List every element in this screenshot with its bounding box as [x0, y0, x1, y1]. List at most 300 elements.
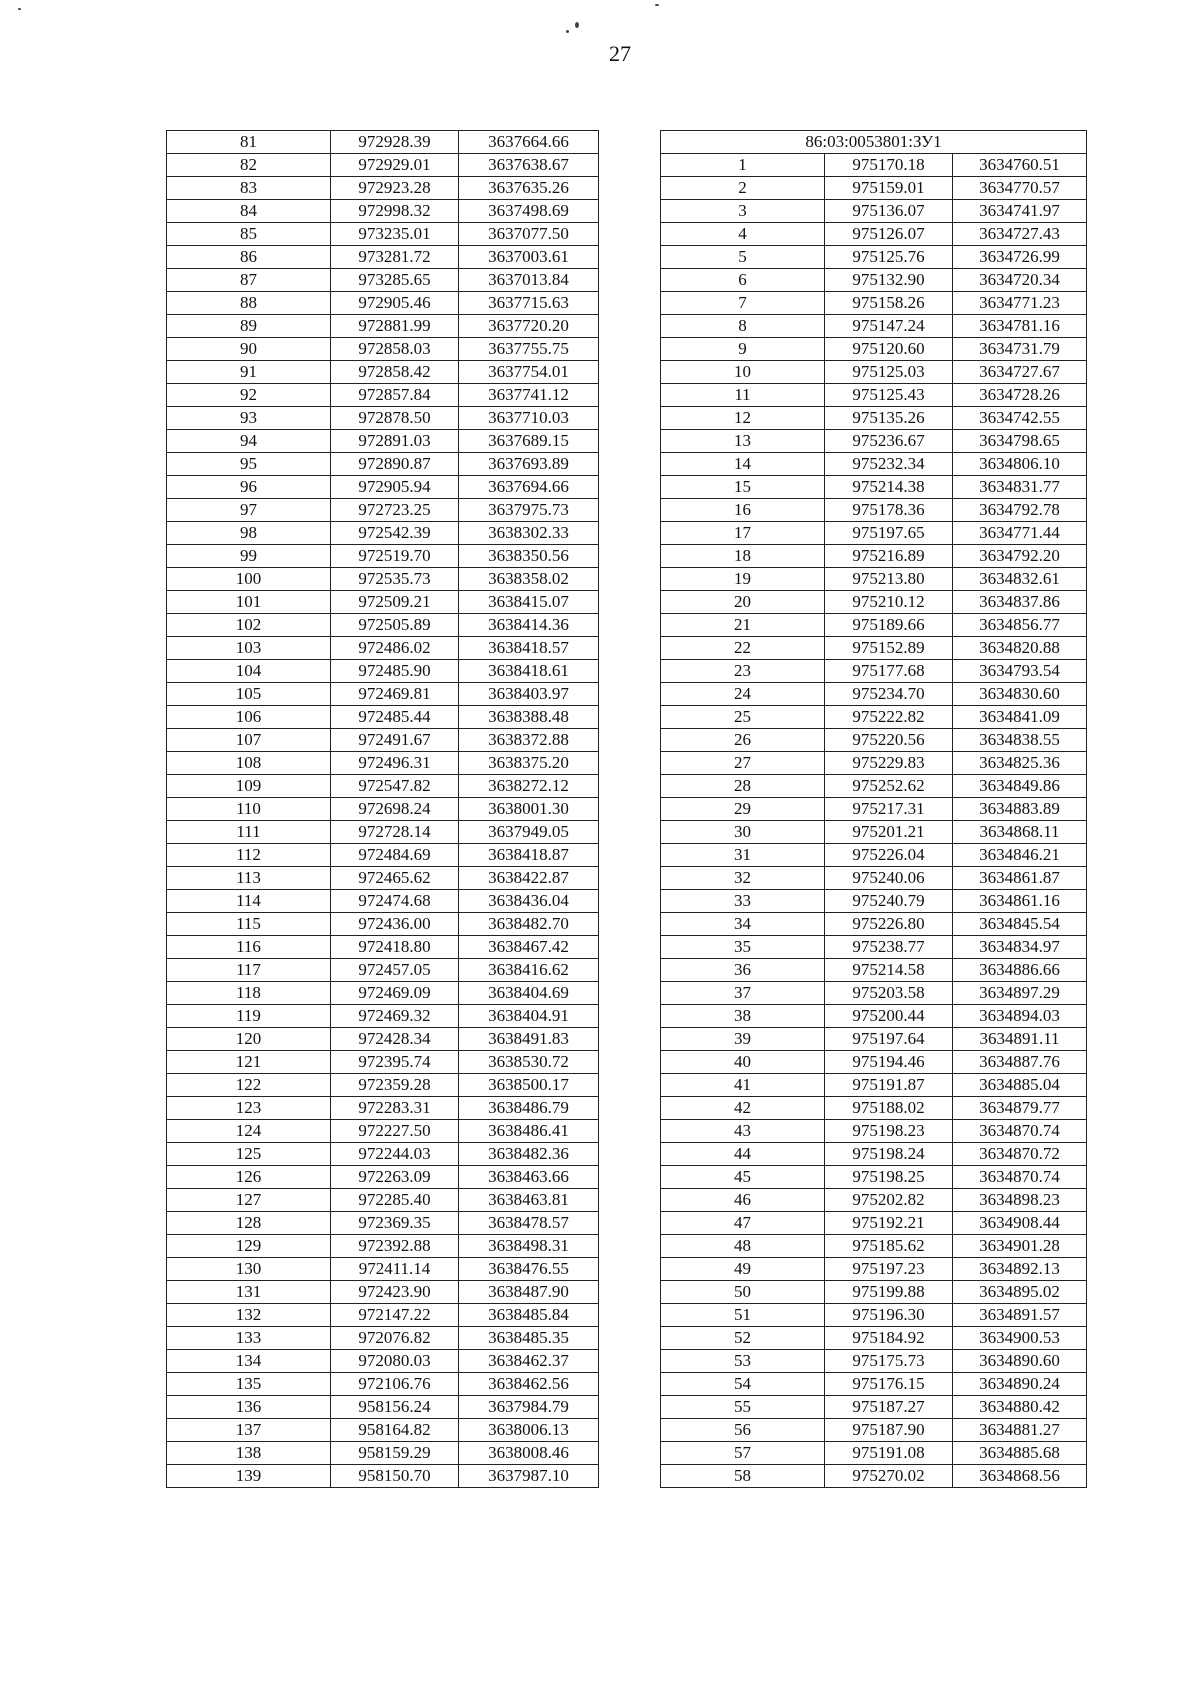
x-coordinate-cell: 975189.66 [825, 614, 953, 637]
y-coordinate-cell: 3638418.61 [459, 660, 599, 683]
point-number-cell: 8 [661, 315, 825, 338]
point-number-cell: 58 [661, 1465, 825, 1488]
x-coordinate-cell: 972418.80 [331, 936, 459, 959]
x-coordinate-cell: 975234.70 [825, 683, 953, 706]
x-coordinate-cell: 975192.21 [825, 1212, 953, 1235]
y-coordinate-cell: 3637741.12 [459, 384, 599, 407]
point-number-cell: 1 [661, 154, 825, 177]
x-coordinate-cell: 972928.39 [331, 131, 459, 154]
point-number-cell: 117 [167, 959, 331, 982]
y-coordinate-cell: 3634798.65 [953, 430, 1087, 453]
y-coordinate-cell: 3638478.57 [459, 1212, 599, 1235]
x-coordinate-cell: 972106.76 [331, 1373, 459, 1396]
y-coordinate-cell: 3634834.97 [953, 936, 1087, 959]
point-number-cell: 122 [167, 1074, 331, 1097]
table-row [661, 361, 1087, 384]
table-row [661, 591, 1087, 614]
x-coordinate-cell: 972469.32 [331, 1005, 459, 1028]
table-row [661, 1074, 1087, 1097]
x-coordinate-cell: 972905.94 [331, 476, 459, 499]
table-row [661, 637, 1087, 660]
y-coordinate-cell: 3637694.66 [459, 476, 599, 499]
right-coordinate-table [660, 130, 1087, 1488]
table-row [661, 982, 1087, 1005]
point-number-cell: 131 [167, 1281, 331, 1304]
table-row [167, 867, 599, 890]
point-number-cell: 25 [661, 706, 825, 729]
x-coordinate-cell: 975270.02 [825, 1465, 953, 1488]
table-row [167, 1005, 599, 1028]
table-row [167, 453, 599, 476]
table-row [167, 545, 599, 568]
table-row [167, 568, 599, 591]
table-row [661, 223, 1087, 246]
point-number-cell: 119 [167, 1005, 331, 1028]
table-row [661, 522, 1087, 545]
point-number-cell: 51 [661, 1304, 825, 1327]
x-coordinate-cell: 972505.89 [331, 614, 459, 637]
x-coordinate-cell: 975252.62 [825, 775, 953, 798]
point-number-cell: 109 [167, 775, 331, 798]
point-number-cell: 115 [167, 913, 331, 936]
table-row [661, 1097, 1087, 1120]
y-coordinate-cell: 3634792.78 [953, 499, 1087, 522]
y-coordinate-cell: 3637664.66 [459, 131, 599, 154]
y-coordinate-cell: 3638006.13 [459, 1419, 599, 1442]
x-coordinate-cell: 972496.31 [331, 752, 459, 775]
y-coordinate-cell: 3637638.67 [459, 154, 599, 177]
point-number-cell: 111 [167, 821, 331, 844]
y-coordinate-cell: 3638500.17 [459, 1074, 599, 1097]
table-row [167, 1350, 599, 1373]
point-number-cell: 120 [167, 1028, 331, 1051]
table-row [661, 200, 1087, 223]
table-row [661, 545, 1087, 568]
y-coordinate-cell: 3638388.48 [459, 706, 599, 729]
x-coordinate-cell: 972905.46 [331, 292, 459, 315]
x-coordinate-cell: 972428.34 [331, 1028, 459, 1051]
table-row [661, 1143, 1087, 1166]
table-row [661, 798, 1087, 821]
table-row [661, 338, 1087, 361]
table-row [661, 1396, 1087, 1419]
x-coordinate-cell: 975226.80 [825, 913, 953, 936]
point-number-cell: 45 [661, 1166, 825, 1189]
y-coordinate-cell: 3634887.76 [953, 1051, 1087, 1074]
table-row [167, 430, 599, 453]
scan-speck [655, 4, 659, 6]
table-row [167, 315, 599, 338]
table-row [167, 1120, 599, 1143]
x-coordinate-cell: 972923.28 [331, 177, 459, 200]
point-number-cell: 46 [661, 1189, 825, 1212]
x-coordinate-cell: 972484.69 [331, 844, 459, 867]
table-row [661, 476, 1087, 499]
x-coordinate-cell: 975194.46 [825, 1051, 953, 1074]
x-coordinate-cell: 975198.25 [825, 1166, 953, 1189]
table-row [167, 798, 599, 821]
point-number-cell: 127 [167, 1189, 331, 1212]
point-number-cell: 15 [661, 476, 825, 499]
x-coordinate-cell: 975210.12 [825, 591, 953, 614]
x-coordinate-cell: 975199.88 [825, 1281, 953, 1304]
point-number-cell: 5 [661, 246, 825, 269]
table-row [167, 683, 599, 706]
table-row [167, 338, 599, 361]
y-coordinate-cell: 3638482.36 [459, 1143, 599, 1166]
table-row [167, 591, 599, 614]
table-row [167, 1419, 599, 1442]
table-row [167, 1028, 599, 1051]
point-number-cell: 6 [661, 269, 825, 292]
y-coordinate-cell: 3638418.57 [459, 637, 599, 660]
y-coordinate-cell: 3634900.53 [953, 1327, 1087, 1350]
point-number-cell: 23 [661, 660, 825, 683]
point-number-cell: 83 [167, 177, 331, 200]
table-row [167, 1465, 599, 1488]
y-coordinate-cell: 3634727.43 [953, 223, 1087, 246]
point-number-cell: 12 [661, 407, 825, 430]
x-coordinate-cell: 975191.87 [825, 1074, 953, 1097]
table-row [167, 200, 599, 223]
x-coordinate-cell: 975185.62 [825, 1235, 953, 1258]
point-number-cell: 21 [661, 614, 825, 637]
x-coordinate-cell: 972881.99 [331, 315, 459, 338]
x-coordinate-cell: 975213.80 [825, 568, 953, 591]
x-coordinate-cell: 975176.15 [825, 1373, 953, 1396]
y-coordinate-cell: 3634832.61 [953, 568, 1087, 591]
x-coordinate-cell: 972858.03 [331, 338, 459, 361]
y-coordinate-cell: 3634792.20 [953, 545, 1087, 568]
point-number-cell: 31 [661, 844, 825, 867]
point-number-cell: 42 [661, 1097, 825, 1120]
table-row [167, 522, 599, 545]
y-coordinate-cell: 3634861.16 [953, 890, 1087, 913]
x-coordinate-cell: 958159.29 [331, 1442, 459, 1465]
x-coordinate-cell: 975222.82 [825, 706, 953, 729]
point-number-cell: 82 [167, 154, 331, 177]
table-row [167, 1051, 599, 1074]
point-number-cell: 125 [167, 1143, 331, 1166]
x-coordinate-cell: 975240.06 [825, 867, 953, 890]
point-number-cell: 49 [661, 1258, 825, 1281]
table-row [167, 407, 599, 430]
y-coordinate-cell: 3634726.99 [953, 246, 1087, 269]
y-coordinate-cell: 3634771.44 [953, 522, 1087, 545]
point-number-cell: 55 [661, 1396, 825, 1419]
y-coordinate-cell: 3638358.02 [459, 568, 599, 591]
x-coordinate-cell: 972485.44 [331, 706, 459, 729]
point-number-cell: 129 [167, 1235, 331, 1258]
point-number-cell: 24 [661, 683, 825, 706]
point-number-cell: 35 [661, 936, 825, 959]
x-coordinate-cell: 975188.02 [825, 1097, 953, 1120]
x-coordinate-cell: 973281.72 [331, 246, 459, 269]
table-row [167, 936, 599, 959]
x-coordinate-cell: 975132.90 [825, 269, 953, 292]
point-number-cell: 13 [661, 430, 825, 453]
y-coordinate-cell: 3634849.86 [953, 775, 1087, 798]
point-number-cell: 22 [661, 637, 825, 660]
x-coordinate-cell: 972285.40 [331, 1189, 459, 1212]
left-coordinate-table [166, 130, 599, 1488]
point-number-cell: 43 [661, 1120, 825, 1143]
point-number-cell: 28 [661, 775, 825, 798]
y-coordinate-cell: 3637710.03 [459, 407, 599, 430]
x-coordinate-cell: 972359.28 [331, 1074, 459, 1097]
point-number-cell: 37 [661, 982, 825, 1005]
x-coordinate-cell: 975178.36 [825, 499, 953, 522]
point-number-cell: 99 [167, 545, 331, 568]
table-row [167, 177, 599, 200]
table-row [661, 1166, 1087, 1189]
table-row [167, 890, 599, 913]
table-row [167, 361, 599, 384]
table-row [661, 177, 1087, 200]
x-coordinate-cell: 972263.09 [331, 1166, 459, 1189]
point-number-cell: 104 [167, 660, 331, 683]
point-number-cell: 103 [167, 637, 331, 660]
table-row [661, 315, 1087, 338]
x-coordinate-cell: 975125.03 [825, 361, 953, 384]
page-number: 27 [609, 41, 631, 66]
y-coordinate-cell: 3638462.37 [459, 1350, 599, 1373]
point-number-cell: 98 [167, 522, 331, 545]
y-coordinate-cell: 3634870.74 [953, 1120, 1087, 1143]
point-number-cell: 139 [167, 1465, 331, 1488]
table-row [167, 269, 599, 292]
y-coordinate-cell: 3637987.10 [459, 1465, 599, 1488]
point-number-cell: 107 [167, 729, 331, 752]
table-row [661, 1419, 1087, 1442]
y-coordinate-cell: 3638482.70 [459, 913, 599, 936]
point-number-cell: 118 [167, 982, 331, 1005]
table-row [167, 1143, 599, 1166]
table-row [661, 1051, 1087, 1074]
table-row [661, 384, 1087, 407]
point-number-cell: 108 [167, 752, 331, 775]
x-coordinate-cell: 972547.82 [331, 775, 459, 798]
point-number-cell: 9 [661, 338, 825, 361]
point-number-cell: 4 [661, 223, 825, 246]
y-coordinate-cell: 3634760.51 [953, 154, 1087, 177]
x-coordinate-cell: 975197.65 [825, 522, 953, 545]
x-coordinate-cell: 975159.01 [825, 177, 953, 200]
point-number-cell: 56 [661, 1419, 825, 1442]
y-coordinate-cell: 3638486.41 [459, 1120, 599, 1143]
point-number-cell: 116 [167, 936, 331, 959]
table-row [167, 292, 599, 315]
table-row [167, 844, 599, 867]
x-coordinate-cell: 972542.39 [331, 522, 459, 545]
table-row [167, 729, 599, 752]
point-number-cell: 100 [167, 568, 331, 591]
point-number-cell: 32 [661, 867, 825, 890]
y-coordinate-cell: 3634846.21 [953, 844, 1087, 867]
y-coordinate-cell: 3637635.26 [459, 177, 599, 200]
table-row [167, 1442, 599, 1465]
point-number-cell: 44 [661, 1143, 825, 1166]
scan-speck [566, 30, 569, 33]
table-row [661, 1258, 1087, 1281]
point-number-cell: 50 [661, 1281, 825, 1304]
table-row [661, 660, 1087, 683]
table-row [167, 246, 599, 269]
table-row [167, 384, 599, 407]
table-row [167, 752, 599, 775]
point-number-cell: 34 [661, 913, 825, 936]
y-coordinate-cell: 3634771.23 [953, 292, 1087, 315]
x-coordinate-cell: 972858.42 [331, 361, 459, 384]
x-coordinate-cell: 975158.26 [825, 292, 953, 315]
x-coordinate-cell: 972509.21 [331, 591, 459, 614]
point-number-cell: 95 [167, 453, 331, 476]
y-coordinate-cell: 3634845.54 [953, 913, 1087, 936]
y-coordinate-cell: 3638467.42 [459, 936, 599, 959]
table-row [661, 1120, 1087, 1143]
point-number-cell: 128 [167, 1212, 331, 1235]
y-coordinate-cell: 3634892.13 [953, 1258, 1087, 1281]
y-coordinate-cell: 3634890.24 [953, 1373, 1087, 1396]
point-number-cell: 138 [167, 1442, 331, 1465]
x-coordinate-cell: 972728.14 [331, 821, 459, 844]
y-coordinate-cell: 3638436.04 [459, 890, 599, 913]
point-number-cell: 38 [661, 1005, 825, 1028]
x-coordinate-cell: 972411.14 [331, 1258, 459, 1281]
point-number-cell: 3 [661, 200, 825, 223]
x-coordinate-cell: 975125.76 [825, 246, 953, 269]
x-coordinate-cell: 975198.23 [825, 1120, 953, 1143]
y-coordinate-cell: 3634886.66 [953, 959, 1087, 982]
y-coordinate-cell: 3634838.55 [953, 729, 1087, 752]
table-row [167, 223, 599, 246]
point-number-cell: 85 [167, 223, 331, 246]
y-coordinate-cell: 3634894.03 [953, 1005, 1087, 1028]
table-row [661, 246, 1087, 269]
table-row [167, 1189, 599, 1212]
table-row [167, 775, 599, 798]
point-number-cell: 110 [167, 798, 331, 821]
x-coordinate-cell: 972436.00 [331, 913, 459, 936]
point-number-cell: 88 [167, 292, 331, 315]
point-number-cell: 91 [167, 361, 331, 384]
y-coordinate-cell: 3637715.63 [459, 292, 599, 315]
table-row [661, 292, 1087, 315]
point-number-cell: 130 [167, 1258, 331, 1281]
x-coordinate-cell: 975202.82 [825, 1189, 953, 1212]
x-coordinate-cell: 972147.22 [331, 1304, 459, 1327]
table-row [167, 982, 599, 1005]
point-number-cell: 89 [167, 315, 331, 338]
table-row [661, 1005, 1087, 1028]
table-row [661, 1465, 1087, 1488]
table-row [661, 729, 1087, 752]
point-number-cell: 133 [167, 1327, 331, 1350]
point-number-cell: 126 [167, 1166, 331, 1189]
x-coordinate-cell: 975136.07 [825, 200, 953, 223]
table-row [167, 706, 599, 729]
x-coordinate-cell: 975170.18 [825, 154, 953, 177]
y-coordinate-cell: 3634901.28 [953, 1235, 1087, 1258]
y-coordinate-cell: 3638001.30 [459, 798, 599, 821]
table-row [661, 1028, 1087, 1051]
point-number-cell: 10 [661, 361, 825, 384]
y-coordinate-cell: 3638463.66 [459, 1166, 599, 1189]
x-coordinate-cell: 972474.68 [331, 890, 459, 913]
y-coordinate-cell: 3634898.23 [953, 1189, 1087, 1212]
y-coordinate-cell: 3634742.55 [953, 407, 1087, 430]
y-coordinate-cell: 3634830.60 [953, 683, 1087, 706]
point-number-cell: 26 [661, 729, 825, 752]
y-coordinate-cell: 3637755.75 [459, 338, 599, 361]
y-coordinate-cell: 3634885.04 [953, 1074, 1087, 1097]
x-coordinate-cell: 972723.25 [331, 499, 459, 522]
x-coordinate-cell: 972244.03 [331, 1143, 459, 1166]
x-coordinate-cell: 972469.09 [331, 982, 459, 1005]
point-number-cell: 33 [661, 890, 825, 913]
x-coordinate-cell: 972878.50 [331, 407, 459, 430]
y-coordinate-cell: 3638491.83 [459, 1028, 599, 1051]
y-coordinate-cell: 3634741.97 [953, 200, 1087, 223]
point-number-cell: 87 [167, 269, 331, 292]
point-number-cell: 7 [661, 292, 825, 315]
x-coordinate-cell: 975177.68 [825, 660, 953, 683]
table-row [167, 1097, 599, 1120]
x-coordinate-cell: 975214.38 [825, 476, 953, 499]
point-number-cell: 48 [661, 1235, 825, 1258]
x-coordinate-cell: 972486.02 [331, 637, 459, 660]
x-coordinate-cell: 972857.84 [331, 384, 459, 407]
y-coordinate-cell: 3634806.10 [953, 453, 1087, 476]
y-coordinate-cell: 3638485.84 [459, 1304, 599, 1327]
y-coordinate-cell: 3638350.56 [459, 545, 599, 568]
point-number-cell: 105 [167, 683, 331, 706]
y-coordinate-cell: 3634879.77 [953, 1097, 1087, 1120]
x-coordinate-cell: 975152.89 [825, 637, 953, 660]
y-coordinate-cell: 3638498.31 [459, 1235, 599, 1258]
x-coordinate-cell: 972369.35 [331, 1212, 459, 1235]
y-coordinate-cell: 3634881.27 [953, 1419, 1087, 1442]
point-number-cell: 54 [661, 1373, 825, 1396]
table-row [661, 890, 1087, 913]
y-coordinate-cell: 3638404.69 [459, 982, 599, 1005]
x-coordinate-cell: 972890.87 [331, 453, 459, 476]
y-coordinate-cell: 3634861.87 [953, 867, 1087, 890]
point-number-cell: 16 [661, 499, 825, 522]
y-coordinate-cell: 3637689.15 [459, 430, 599, 453]
x-coordinate-cell: 975198.24 [825, 1143, 953, 1166]
table-row [661, 1304, 1087, 1327]
y-coordinate-cell: 3634883.89 [953, 798, 1087, 821]
point-number-cell: 39 [661, 1028, 825, 1051]
y-coordinate-cell: 3634831.77 [953, 476, 1087, 499]
x-coordinate-cell: 972392.88 [331, 1235, 459, 1258]
point-number-cell: 123 [167, 1097, 331, 1120]
y-coordinate-cell: 3637013.84 [459, 269, 599, 292]
y-coordinate-cell: 3634891.11 [953, 1028, 1087, 1051]
scan-speck [575, 22, 579, 28]
x-coordinate-cell: 972395.74 [331, 1051, 459, 1074]
table-row [661, 683, 1087, 706]
point-number-cell: 11 [661, 384, 825, 407]
y-coordinate-cell: 3634895.02 [953, 1281, 1087, 1304]
y-coordinate-cell: 3637984.79 [459, 1396, 599, 1419]
x-coordinate-cell: 975196.30 [825, 1304, 953, 1327]
point-number-cell: 121 [167, 1051, 331, 1074]
y-coordinate-cell: 3638272.12 [459, 775, 599, 798]
point-number-cell: 30 [661, 821, 825, 844]
x-coordinate-cell: 972998.32 [331, 200, 459, 223]
